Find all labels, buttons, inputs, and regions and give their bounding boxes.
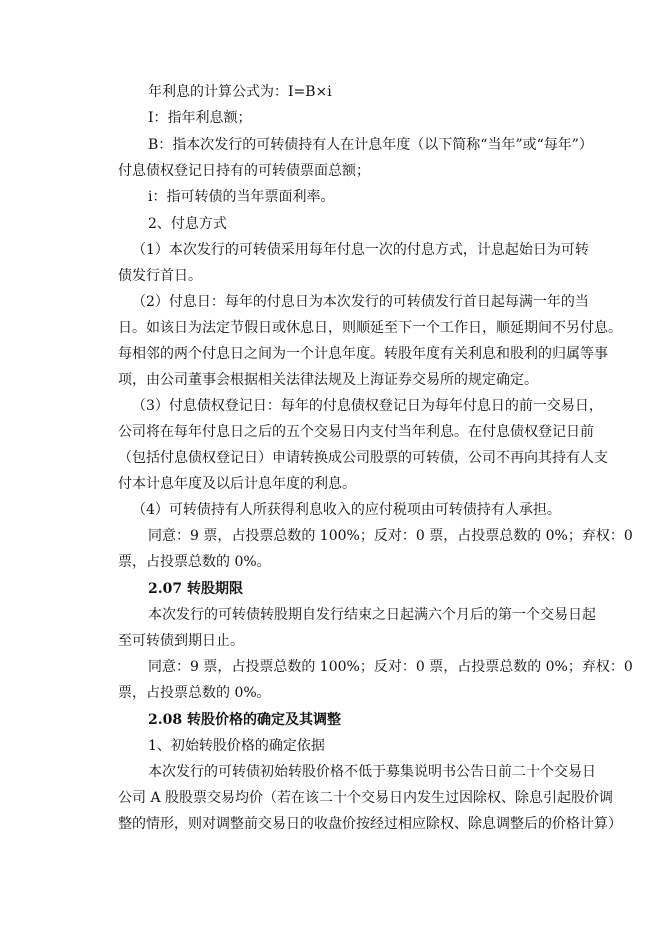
payment-p3-line4: 付本计息年度及以后计息年度的利息。 — [118, 476, 356, 492]
payment-p3-line3: （包括付息债权登记日）申请转换成公司股票的可转债，公司不再向其持有人支 — [118, 450, 608, 466]
payment-p2-line3: 每相邻的两个付息日之间为一个计息年度。转股年度有关利息和股利的归属等事 — [118, 346, 608, 362]
section-208-line1: 本次发行的可转债初始转股价格不低于募集说明书公告日前二十个交易日 — [148, 764, 596, 780]
vote2-line2: 票，占投票总数的 0%。 — [118, 685, 271, 701]
payment-p2-line4: 项，由公司董事会根据相关法律法规及上海证券交易所的规定确定。 — [118, 372, 538, 388]
section-207-line1: 本次发行的可转债转股期自发行结束之日起满六个月后的第一个交易日起 — [148, 607, 596, 623]
section-207-heading: 2.07 转股期限 — [148, 581, 243, 597]
payment-p4-line1: （4）可转债持有人所获得利息收入的应付税项由可转债持有人承担。 — [132, 502, 561, 518]
formula-title: 年利息的计算公式为：I=B×i — [148, 84, 332, 100]
payment-p1-line2: 债发行首日。 — [118, 268, 202, 284]
payment-heading: 2、付息方式 — [148, 216, 227, 232]
section-208-sub1: 1、初始转股价格的确定依据 — [148, 738, 325, 754]
formula-def-b-line2: 付息债权登记日持有的可转债票面总额； — [118, 163, 370, 179]
section-208-line2: 公司 A 股股票交易均价（若在该二十个交易日内发生过因除权、除息引起股价调 — [118, 790, 614, 806]
payment-p2-line1: （2）付息日：每年的付息日为本次发行的可转债发行首日起每满一年的当 — [132, 294, 589, 310]
vote2-line1: 同意：9 票，占投票总数的 100%；反对：0 票，占投票总数的 0%；弃权：0 — [148, 659, 633, 675]
formula-def-i-lower: i：指可转债的当年票面利率。 — [148, 189, 335, 205]
payment-p1-line1: （1）本次发行的可转债采用每年付息一次的付息方式，计息起始日为可转 — [132, 242, 589, 258]
formula-def-b-line1: B：指本次发行的可转债持有人在计息年度（以下简称“当年”或“每年”） — [148, 137, 593, 153]
vote1-line1: 同意：9 票，占投票总数的 100%；反对：0 票，占投票总数的 0%；弃权：0 — [148, 528, 633, 544]
payment-p3-line2: 公司将在每年付息日之后的五个交易日内支付当年利息。在付息债权登记日前 — [118, 424, 594, 440]
vote1-line2: 票，占投票总数的 0%。 — [118, 554, 271, 570]
formula-def-i-upper: I：指年利息额； — [148, 110, 252, 126]
section-208-line3: 整的情形，则对调整前交易日的收盘价按经过相应除权、除息调整后的价格计算） — [118, 816, 622, 832]
payment-p3-line1: （3）付息债权登记日：每年的付息债权登记日为每年付息日的前一交易日， — [132, 398, 603, 414]
section-207-line2: 至可转债到期日止。 — [118, 633, 244, 649]
section-208-heading: 2.08 转股价格的确定及其调整 — [148, 712, 341, 728]
payment-p2-line2: 日。如该日为法定节假日或休息日，则顺延至下一个工作日，顺延期间不另付息。 — [118, 320, 622, 336]
